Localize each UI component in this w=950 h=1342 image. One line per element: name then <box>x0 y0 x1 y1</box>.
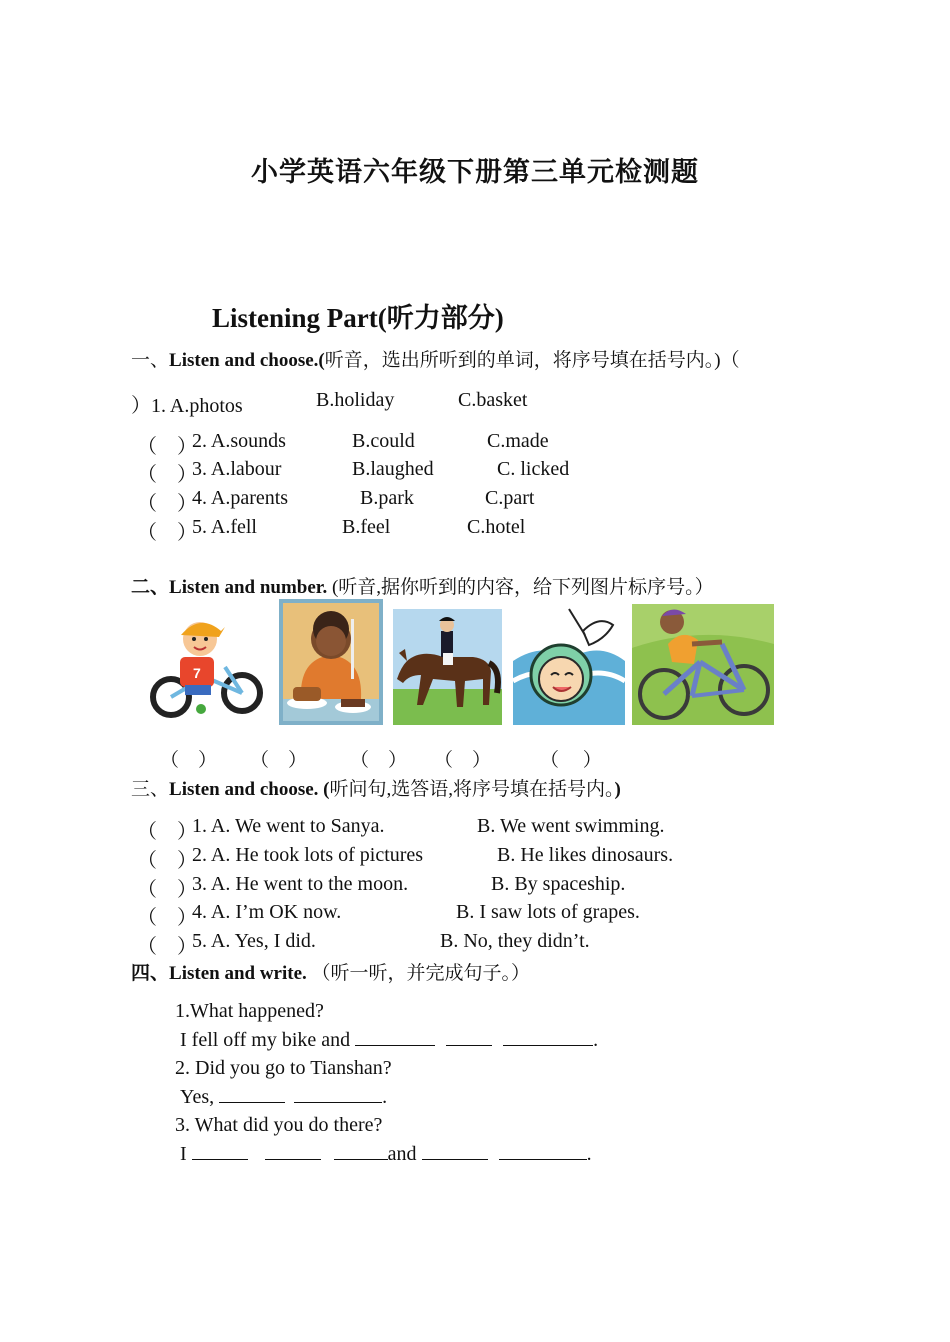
s4-answer1-period: . <box>593 1029 599 1051</box>
boy-eating-meal-image <box>279 599 383 725</box>
s4-answer3-blank2[interactable] <box>265 1143 321 1160</box>
s1-item2-paren[interactable]: （ ） <box>137 436 197 458</box>
s3-item1-paren[interactable]: （ ） <box>137 821 197 843</box>
s1-item1-c: C.basket <box>458 389 528 411</box>
s1-item3-b: B.laughed <box>352 458 434 480</box>
section1-prefix: 一、 <box>131 350 170 371</box>
s1-item3-c: C. licked <box>497 458 570 480</box>
s3-item3-a: 3. A. He went to the moon. <box>192 873 409 895</box>
s1-item4-b: B.park <box>360 487 414 509</box>
section3-prefix: 三、 <box>131 779 170 800</box>
section4-prefix: 四、 <box>131 963 170 984</box>
s3-item2-paren[interactable]: （ ） <box>137 850 197 872</box>
s1-item5-c: C.hotel <box>467 516 526 538</box>
picture2-paren[interactable]: （ ） <box>250 750 308 771</box>
s4-answer2-blank2[interactable] <box>294 1086 382 1103</box>
section4-bold: Listen and write. <box>169 963 307 984</box>
boy-falling-image <box>513 601 625 725</box>
picture3-paren[interactable]: （ ） <box>350 750 408 771</box>
s3-item4-b: B. I saw lots of grapes. <box>456 901 640 923</box>
section3-end: ) <box>614 779 621 800</box>
s3-item2-a: 2. A. He took lots of pictures <box>192 844 424 866</box>
s1-item1-a: ）1. A.photos <box>131 395 243 417</box>
s4-answer3-and: and <box>387 1143 417 1165</box>
s4-answer3-period: . <box>586 1143 592 1165</box>
s1-item5-paren[interactable]: （ ） <box>137 522 197 544</box>
s4-question2: 2. Did you go to Tianshan? <box>175 1057 392 1079</box>
picture4-paren[interactable]: （ ） <box>434 750 492 771</box>
s3-item5-b: B. No, they didn’t. <box>440 930 590 952</box>
s1-item4-c: C.part <box>485 487 535 509</box>
section2-bold: Listen and number. <box>169 577 328 598</box>
s4-answer1 <box>180 1029 598 1052</box>
s4-answer3-text: I <box>180 1143 187 1165</box>
s3-item5-paren[interactable]: （ ） <box>137 936 197 958</box>
s4-answer3 <box>180 1143 592 1166</box>
listening-part-title: Listening Part(听力部分) <box>212 303 504 333</box>
s1-item2-c: C.made <box>487 430 549 452</box>
section4-heading <box>131 958 530 985</box>
s3-item4-paren[interactable]: （ ） <box>137 907 197 929</box>
s1-item4-paren[interactable]: （ ） <box>137 493 197 515</box>
page-title: 小学英语六年级下册第三单元检测题 <box>251 157 699 187</box>
section2-heading <box>131 572 714 599</box>
s3-item3-b: B. By spaceship. <box>491 873 626 895</box>
section3-heading <box>131 774 621 801</box>
s4-question3: 3. What did you do there? <box>175 1114 383 1136</box>
section1-heading <box>131 345 740 372</box>
svg-text:7: 7 <box>193 665 201 681</box>
s3-item1-a: 1. A. We went to Sanya. <box>192 815 385 837</box>
s1-item3-a: 3. A.labour <box>192 458 282 480</box>
s1-item4-a: 4. A.parents <box>192 487 289 509</box>
s4-answer3-blank4[interactable] <box>422 1143 488 1160</box>
section1-line1 <box>131 389 243 418</box>
section1-bold: Listen and choose.( <box>169 350 325 371</box>
s4-answer2-period: . <box>382 1086 388 1108</box>
s1-item5-a: 5. A.fell <box>192 516 257 538</box>
s4-answer3-blank3[interactable] <box>334 1143 388 1160</box>
s1-item1-b: B.holiday <box>316 389 395 411</box>
s3-item4-a: 4. A. I’m OK now. <box>192 901 342 923</box>
s3-item5-a: 5. A. Yes, I did. <box>192 930 316 952</box>
s4-answer3-blank5[interactable] <box>499 1143 587 1160</box>
s4-answer2-text: Yes, <box>180 1086 215 1108</box>
s1-item5-b: B.feel <box>342 516 391 538</box>
s1-item2-b: B.could <box>352 430 415 452</box>
section1-cn: 听音，选出所听到的单词，将序号填在括号内。)（ <box>324 350 740 371</box>
s1-item3-paren[interactable]: （ ） <box>137 464 197 486</box>
s4-answer1-text: I fell off my bike and <box>180 1029 351 1051</box>
section4-cn: （听一听，并完成句子。） <box>306 963 531 984</box>
rider-on-horse-image <box>393 609 502 725</box>
s4-answer2-blank1[interactable] <box>219 1086 285 1103</box>
s4-answer2 <box>180 1086 387 1109</box>
section3-bold: Listen and choose. ( <box>169 779 330 800</box>
picture5-paren[interactable]: （ ） <box>540 750 602 771</box>
person-cycling-image <box>632 604 774 725</box>
s3-item3-paren[interactable]: （ ） <box>137 879 197 901</box>
s4-answer1-blank3[interactable] <box>503 1029 593 1046</box>
section3-cn: 听问句,选答语,将序号填在括号内。 <box>329 779 615 800</box>
s1-item2-a: 2. A.sounds <box>192 430 286 452</box>
s4-answer1-blank1[interactable] <box>355 1029 435 1046</box>
s4-answer3-blank1[interactable] <box>192 1143 248 1160</box>
section2-prefix: 二、 <box>131 577 170 598</box>
s4-answer1-blank2[interactable] <box>446 1029 492 1046</box>
s3-item2-b: B. He likes dinosaurs. <box>497 844 674 866</box>
boy-riding-bicycle-image <box>145 607 267 719</box>
picture1-paren[interactable]: （ ） <box>160 750 218 771</box>
section2-cn: (听音,据你听到的内容，给下列图片标序号。） <box>327 577 714 598</box>
s3-item1-b: B. We went swimming. <box>477 815 665 837</box>
s4-question1: 1.What happened? <box>175 1000 324 1022</box>
